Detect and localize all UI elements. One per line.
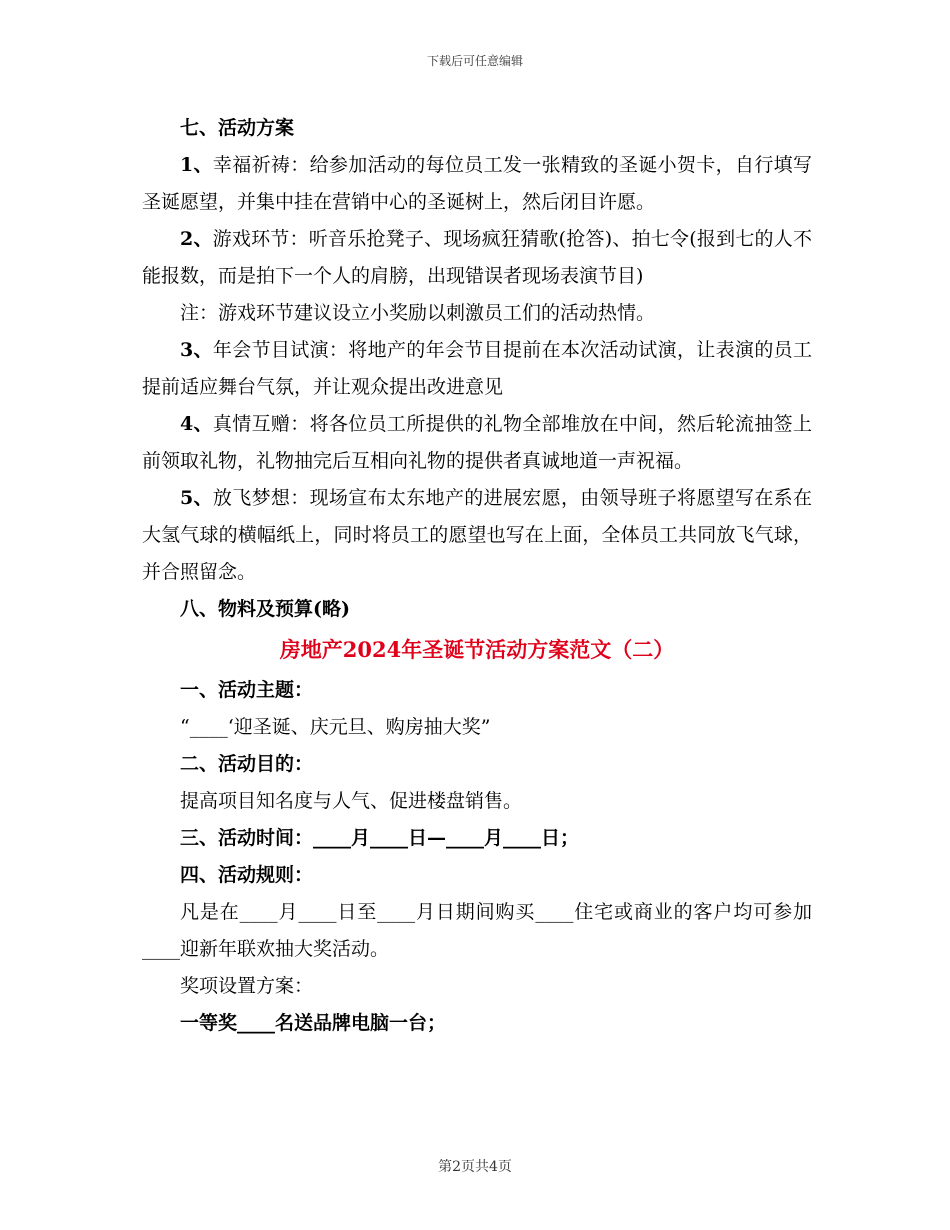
item-4 [142, 406, 812, 480]
document-body [142, 110, 812, 1042]
document-title: 房地产2024年圣诞节活动方案范文（二） [279, 637, 675, 662]
item-3-text: 年会节目试演：将地产的年会节目提前在本次活动试演，让表演的员工提前适应舞台气氛，并让观众提出改进意见 [142, 339, 812, 398]
page-header: 下载后可任意编辑 [426, 54, 523, 68]
section-4-heading: 四、活动规则： [180, 864, 314, 886]
theme-text: “____‘迎圣诞、庆元旦、购房抽大奖” [180, 716, 491, 738]
item-2-text: 游戏环节：听音乐抢凳子、现场疯狂猜歌(抢答)、拍七令(报到七的人不能报数，而是拍下一个人的肩膀，出现错误者现场表演节目) [142, 228, 812, 287]
item-2 [142, 221, 812, 295]
section-1-heading: 一、活动主题： [180, 679, 314, 701]
item-1-text: 幸福祈祷：给参加活动的每位员工发一张精致的圣诞小贺卡，自行填写圣诞愿望，并集中挂在营销中心的圣诞树上，然后闭目许愿。 [142, 154, 812, 213]
item-5-label: 5、 [180, 487, 213, 509]
item-1 [142, 147, 812, 221]
item-2-label: 2、 [180, 228, 213, 250]
first-prize: 一等奖____名送品牌电脑一台； [180, 1012, 447, 1034]
section-8-heading: 八、物料及预算(略) [180, 598, 350, 620]
item-4-text: 真情互赠：将各位员工所提供的礼物全部堆放在中间，然后轮流抽签上前领取礼物，礼物抽完后互相向礼物的提供者真诚地道一声祝福。 [142, 413, 812, 472]
note: 注：游戏环节建议设立小奖励以刺激员工们的活动热情。 [180, 302, 656, 324]
item-1-label: 1、 [180, 154, 213, 176]
rules-text: 凡是在____月____日至____月日期间购买____住宅或商业的客户均可参加____迎新年联欢抽大奖活动。 [142, 901, 812, 960]
item-4-label: 4、 [180, 413, 213, 435]
section-7-heading: 七、活动方案 [180, 117, 295, 139]
item-3-label: 3、 [180, 339, 213, 361]
prize-plan-label: 奖项设置方案： [180, 975, 314, 997]
section-2-heading: 二、活动目的： [180, 753, 314, 775]
item-3 [142, 332, 812, 406]
item-5-text: 放飞梦想：现场宣布太东地产的进展宏愿，由领导班子将愿望写在系在大氢气球的横幅纸上，同时将员工的愿望也写在上面，全体员工共同放飞气球，并合照留念。 [142, 487, 812, 583]
section-3-heading: 三、活动时间：____月____日—____月____日； [180, 827, 580, 849]
item-5 [142, 480, 812, 591]
purpose-text: 提高项目知名度与人气、促进楼盘销售。 [180, 790, 523, 812]
page-footer: 第2页共4页 [438, 1159, 512, 1175]
